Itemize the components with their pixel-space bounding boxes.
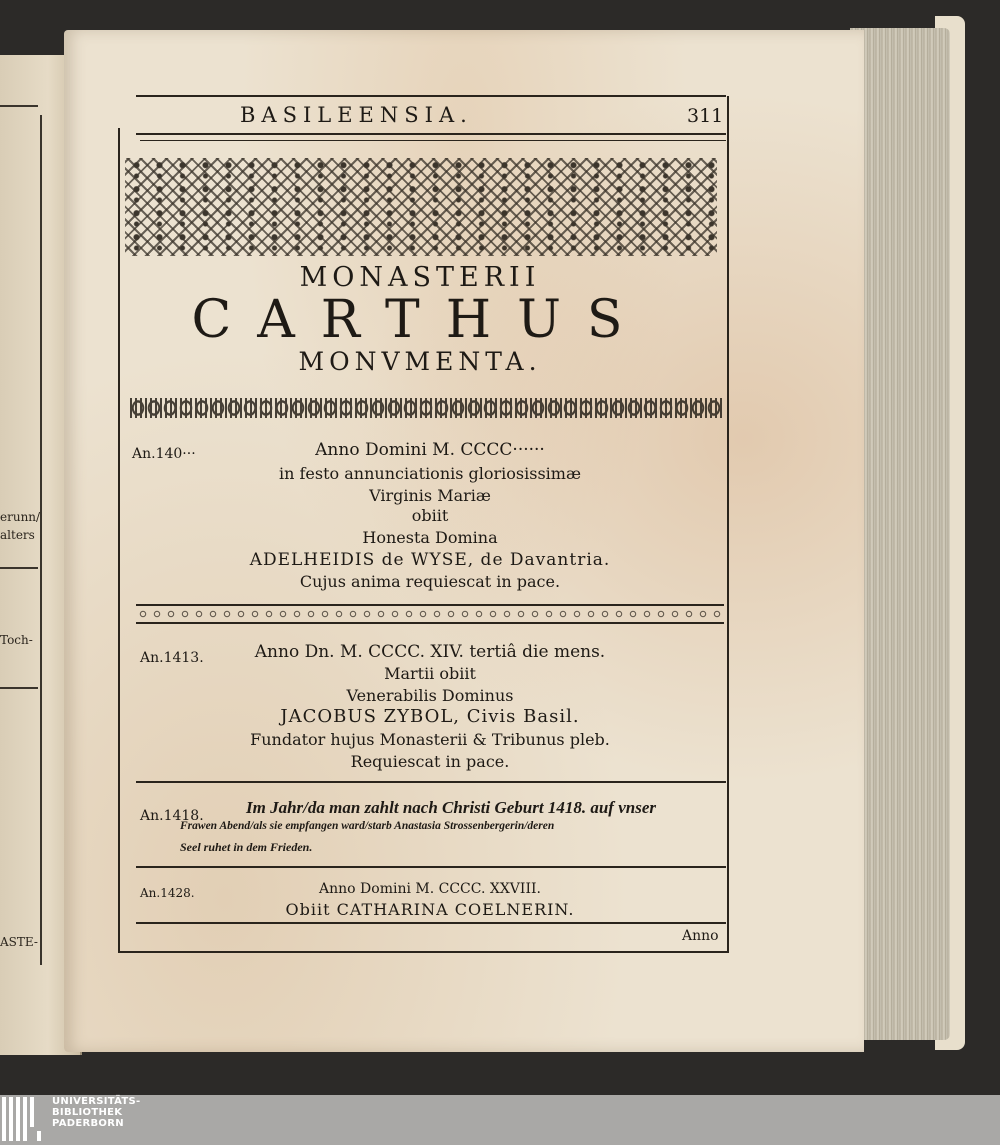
entry-line: Frawen Abend/als sie empfangen ward/starb Anastasia Strossenbergerin/deren (180, 820, 555, 832)
entry-line: Honesta Domina (362, 528, 498, 547)
entry-year: An.1428. (140, 886, 195, 900)
entry-year: An.1413. (140, 650, 204, 666)
entry-line: Cujus anima requiescat in pace. (299, 572, 561, 591)
entry-line: Virginis Mariæ (369, 486, 491, 505)
entry-line: ADELHEIDIS de WYSE, de Davantria. (249, 550, 611, 570)
left-page-fragment: ASTE- (0, 935, 38, 949)
header-rule-thin (140, 140, 726, 141)
page-number: 311 (687, 105, 724, 127)
entry-line: Venerabilis Dominus (346, 686, 514, 705)
library-logo-icon (0, 1097, 46, 1141)
entry-line: JACOBUS ZYBOL, Civis Basil. (280, 706, 580, 727)
library-logo-line: BIBLIOTHEK (52, 1107, 123, 1118)
left-page-fragment: alters (0, 528, 35, 542)
entry-year: An.140··· (132, 446, 196, 462)
left-page-fragment: Toch- (0, 633, 33, 647)
entry-line: Anno Domini M. CCCC······ (315, 440, 545, 460)
title-line-2: CARTHUS (191, 290, 649, 350)
frame-bottom (120, 951, 729, 953)
left-page-fragment: erunn/ (0, 510, 41, 524)
entry-divider (136, 922, 726, 924)
entry-line: in festo annunciationis gloriosissimæ (279, 464, 581, 483)
entry-line: obiit (411, 506, 449, 525)
entry-line: Anno Domini M. CCCC. XXVIII. (319, 881, 541, 897)
entry-line: Requiescat in pace. (350, 752, 510, 771)
header-rule-top (136, 95, 726, 97)
title-line-1: MONASTERII (299, 262, 541, 293)
entry-divider (136, 781, 726, 783)
page-edges (850, 28, 950, 1040)
entry-line: Fundator hujus Monasterii & Tribunus pleb. (250, 730, 610, 749)
left-page-rule-top (0, 105, 38, 107)
dotted-rule (136, 604, 724, 624)
entry-divider (136, 866, 726, 868)
title-line-3: MONVMENTA. (298, 347, 542, 376)
library-logo-text (52, 1096, 141, 1129)
entry-line: Im Jahr/da man zahlt nach Christi Geburt 1418. auf vnser (246, 798, 656, 817)
entry-line: Anno Dn. M. CCCC. XIV. tertiâ die mens. (254, 642, 606, 662)
library-logo-line: PADERBORN (52, 1118, 124, 1129)
ornament-band (125, 158, 717, 256)
library-footer (0, 1095, 1000, 1145)
header-rule-bottom (136, 133, 726, 135)
entry-line: Obiit CATHARINA COELNERIN. (285, 900, 575, 919)
running-head: BASILEENSIA. (240, 103, 473, 127)
ornament-divider (130, 398, 722, 418)
entry-line: Seel ruhet in dem Frieden. (180, 840, 313, 854)
library-logo-line: UNIVERSITÄTS- (52, 1096, 141, 1107)
entry-line: Martii obiit (384, 664, 476, 683)
entry-year: An.1418. (140, 808, 204, 824)
catchword: Anno (682, 928, 719, 944)
